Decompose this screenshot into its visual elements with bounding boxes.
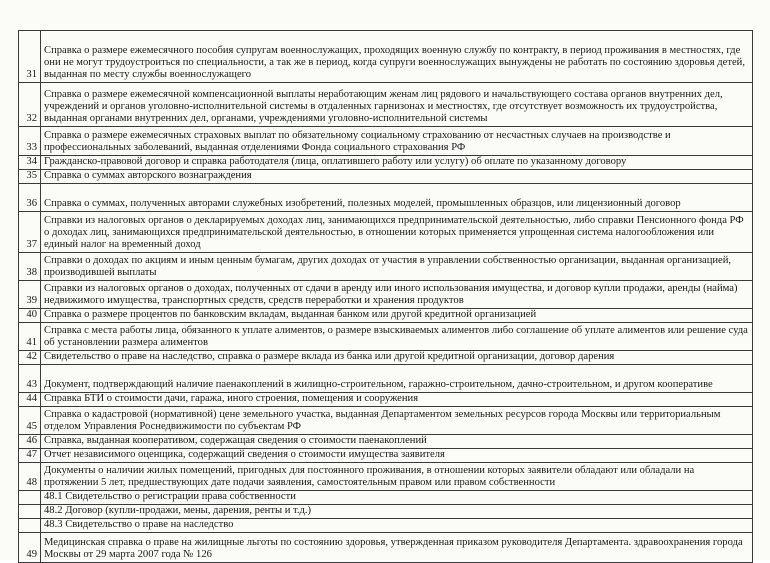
subrow-text: 48.1 Свидетельство о регистрации права собственности <box>41 491 753 505</box>
row-number: 35 <box>19 170 41 184</box>
row-number: 49 <box>19 533 41 563</box>
row-number: 36 <box>19 184 41 212</box>
table-row <box>19 449 753 463</box>
table-row <box>19 253 753 281</box>
table-row <box>19 156 753 170</box>
row-text: Справка о суммах, полученных авторами служебных изобретений, полезных моделей, промышленных образцов, или лицензионный договор <box>41 184 753 212</box>
row-text: Справка о размере ежемесячного пособия супругам военнослужащих, проходящих военную службу по контракту, в период проживания в местностях, где они не могут трудоустроиться по специальности, а так же в период, когда супруги военнослужащих вынуждены не работать по состоянию здоровья детей, выданная по месту службы военнослужащего <box>41 31 753 83</box>
table-row <box>19 323 753 351</box>
table-row <box>19 281 753 309</box>
row-number: 47 <box>19 449 41 463</box>
row-number: 42 <box>19 351 41 365</box>
row-number: 45 <box>19 407 41 435</box>
row-number: 43 <box>19 365 41 393</box>
subrow-text: 48.2 Договор (купли-продажи, мены, дарения, ренты и т.д.) <box>41 505 753 519</box>
table-row <box>19 351 753 365</box>
row-number-empty <box>19 505 41 519</box>
subrow-text: 48.3 Свидетельство о праве на наследство <box>41 519 753 533</box>
table-subrow <box>19 491 753 505</box>
table-row <box>19 407 753 435</box>
row-text: Справка, выданная кооперативом, содержащая сведения о стоимости паенакоплений <box>41 435 753 449</box>
table-row <box>19 184 753 212</box>
row-text: Справка о кадастровой (нормативной) цене земельного участка, выданная Департаментом земельных ресурсов города Москвы или территориальным отделом Управления Роснедвижимости по субъектам РФ <box>41 407 753 435</box>
row-text: Документ, подтверждающий наличие паенакоплений в жилищно-строительном, гаражно-строительном, дачно-строительном, и другом кооперативе <box>41 365 753 393</box>
row-text: Отчет независимого оценщика, содержащий сведения о стоимости имущества заявителя <box>41 449 753 463</box>
row-text: Медицинская справка о праве на жилищные льготы по состоянию здоровья, утвержденная приказом руководителя Департамента. здравоохранения города Москвы от 29 марта 2007 года № 126 <box>41 533 753 563</box>
row-number: 41 <box>19 323 41 351</box>
row-number: 34 <box>19 156 41 170</box>
row-text: Справка о размере ежемесячной компенсационной выплаты неработающим женам лиц рядового и начальствующего состава органов внутренних дел, учреждений и органов уголовно-исполнительной системы в отдаленных гарнизонах и местностях, где отсутствует возможность их трудоустройства, выданная органами внутренних дел, органами, учреждениями уголовно-исполнительной системы <box>41 83 753 127</box>
row-text: Свидетельство о праве на наследство, справка о размере вклада из банка или другой кредитной организации, договор дарения <box>41 351 753 365</box>
row-number: 46 <box>19 435 41 449</box>
table-subrow <box>19 505 753 519</box>
table-row <box>19 83 753 127</box>
table-row <box>19 309 753 323</box>
row-number: 37 <box>19 212 41 253</box>
table-row <box>19 365 753 393</box>
table-row <box>19 463 753 491</box>
row-text: Справки из налоговых органов о доходах, полученных от сдачи в аренду или иного использования имущества, и договор купли продажи, аренды (найма) недвижимого имущества, транспортных средств, средств переработки и хранения продуктов <box>41 281 753 309</box>
table-subrow <box>19 519 753 533</box>
table-row <box>19 31 753 83</box>
table-row <box>19 212 753 253</box>
row-number: 31 <box>19 31 41 83</box>
table-row <box>19 127 753 156</box>
row-number: 38 <box>19 253 41 281</box>
table-row <box>19 533 753 563</box>
row-number: 33 <box>19 127 41 156</box>
table-row <box>19 435 753 449</box>
row-text: Справка о размере процентов по банковским вкладам, выданная банком или другой кредитной организацией <box>41 309 753 323</box>
row-number: 40 <box>19 309 41 323</box>
row-number: 39 <box>19 281 41 309</box>
table-row <box>19 393 753 407</box>
row-text: Справка с места работы лица, обязанного к уплате алиментов, о размере взыскиваемых алиментов либо соглашение об уплате алиментов или решение суда об установлении размера алиментов <box>41 323 753 351</box>
documents-table <box>18 30 753 563</box>
row-text: Документы о наличии жилых помещений, пригодных для постоянного проживания, в отношении которых заявители обладают или обладали на протяжении 5 лет, предшествующих дате подачи заявления, самостоятельным правом или правом собственности <box>41 463 753 491</box>
row-number-empty <box>19 519 41 533</box>
row-number: 32 <box>19 83 41 127</box>
row-text: Справки из налоговых органов о декларируемых доходах лиц, занимающихся предпринимательской деятельностью, либо справки Пенсионного фонда РФ о доходах лиц, занимающихся предпринимательской деятельностью, в отношении которых применяется упрощенная система налогообложения или единый налог на временный доход <box>41 212 753 253</box>
row-text: Справки о доходах по акциям и иным ценным бумагам, других доходах от участия в управлении собственностью организации, выданная организацией, производившей выплаты <box>41 253 753 281</box>
table-row <box>19 170 753 184</box>
row-text: Справка о суммах авторского вознаграждения <box>41 170 753 184</box>
row-number: 48 <box>19 463 41 491</box>
row-text: Справка БТИ о стоимости дачи, гаража, иного строения, помещения и сооружения <box>41 393 753 407</box>
row-number: 44 <box>19 393 41 407</box>
row-text: Гражданско-правовой договор и справка работодателя (лица, оплатившего работу или услугу) об оплате по указанному договору <box>41 156 753 170</box>
row-number-empty <box>19 491 41 505</box>
row-text: Справка о размере ежемесячных страховых выплат по обязательному социальному страхованию от несчастных случаев на производстве и профессиональных заболеваний, выданная отделениями Фонда социального страхования РФ <box>41 127 753 156</box>
